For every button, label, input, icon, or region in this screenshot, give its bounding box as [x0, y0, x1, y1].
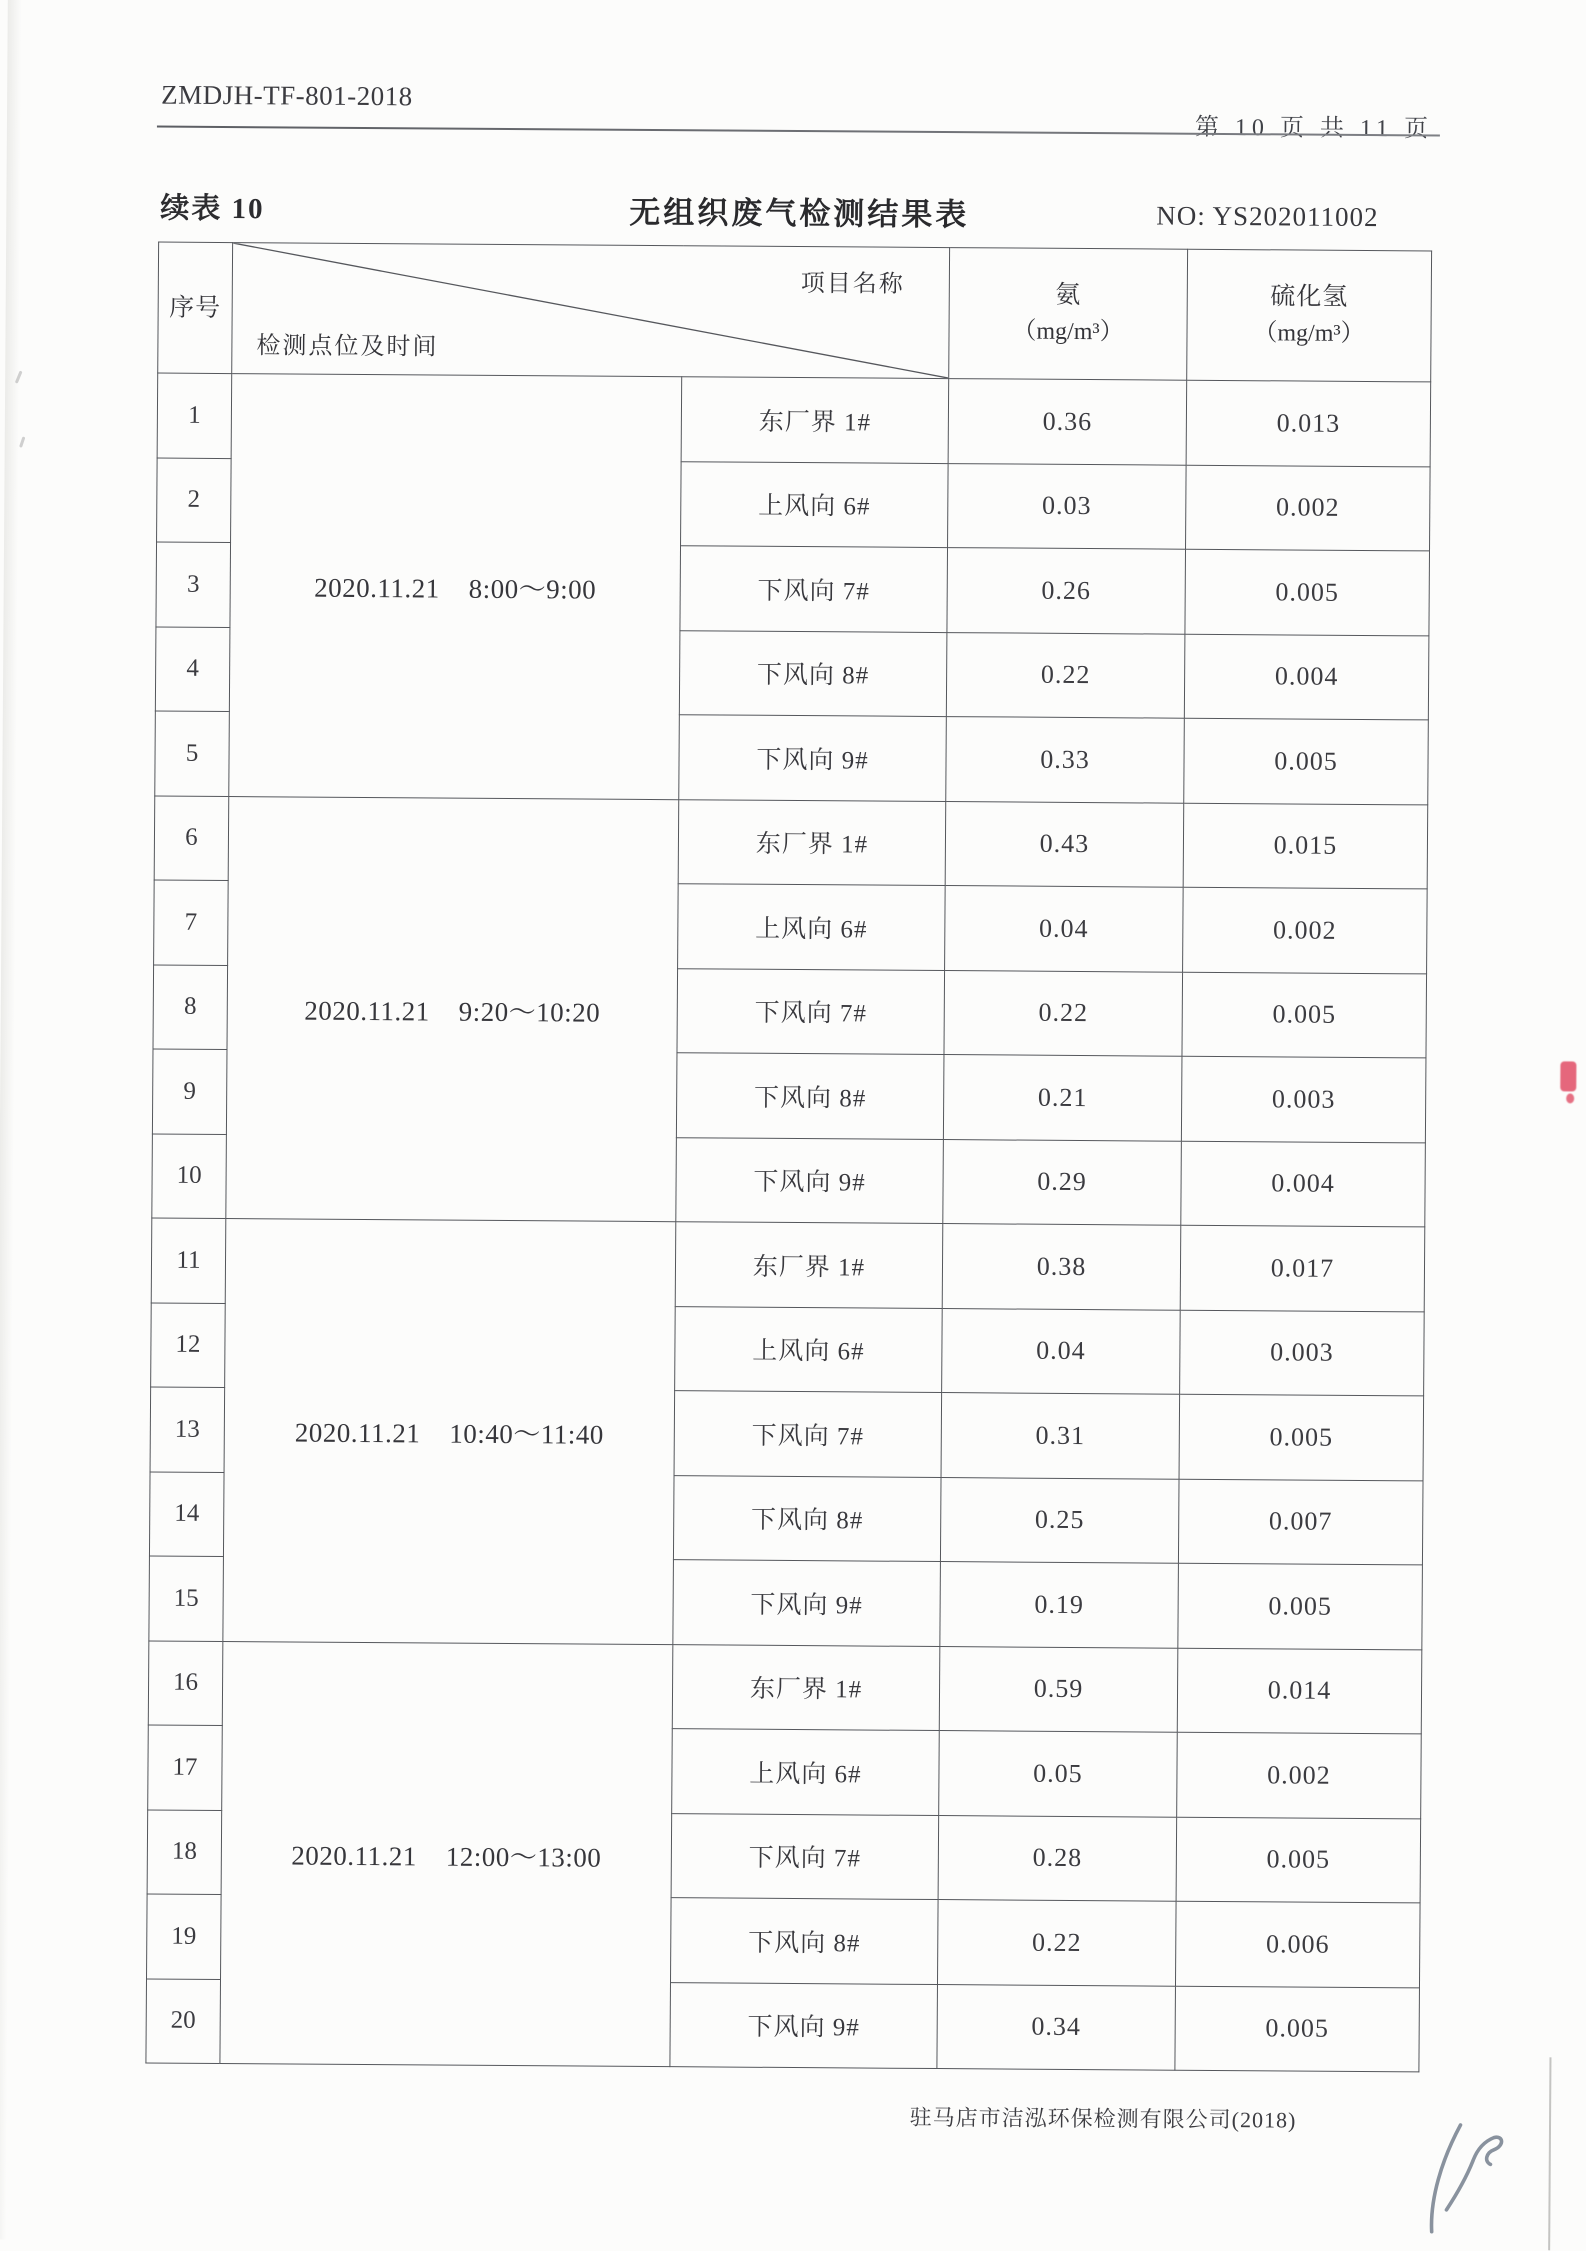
- h2s-value-cell: 0.017: [1180, 1225, 1425, 1311]
- ammonia-value-cell: 0.22: [946, 632, 1185, 718]
- location-cell: 东厂界 1#: [675, 1222, 943, 1308]
- location-cell: 下风向 8#: [679, 630, 947, 716]
- handwritten-stroke: [1429, 2123, 1461, 2234]
- h2s-value-cell: 0.003: [1180, 1310, 1425, 1396]
- location-cell: 下风向 9#: [679, 715, 947, 801]
- h2s-value-cell: 0.002: [1177, 1732, 1422, 1818]
- serial-cell: 15: [149, 1556, 224, 1641]
- h2s-value-cell: 0.005: [1175, 1986, 1420, 2072]
- serial-cell: 10: [152, 1134, 227, 1219]
- ammonia-value-cell: 0.34: [937, 1984, 1176, 2070]
- table-label: 续表 10: [160, 192, 265, 226]
- location-cell: 下风向 8#: [670, 1898, 938, 1984]
- header-ammonia: [949, 248, 1188, 381]
- table-row: [154, 796, 1428, 889]
- time-cell: 2020.11.21 9:20～10:20: [226, 796, 679, 1222]
- h2s-value-cell: 0.006: [1175, 1901, 1420, 1987]
- serial-cell: 2: [157, 458, 232, 543]
- red-mark: [1566, 1093, 1574, 1103]
- h2s-value-cell: 0.002: [1186, 465, 1431, 551]
- serial-cell: 16: [148, 1641, 223, 1726]
- ammonia-value-cell: 0.25: [940, 1477, 1179, 1563]
- h2s-value-cell: 0.005: [1184, 718, 1429, 804]
- page-edge-line: [1548, 2057, 1551, 2250]
- ammonia-value-cell: 0.59: [939, 1646, 1178, 1732]
- header-point-and-time: 检测点位及时间: [256, 333, 439, 361]
- serial-cell: 6: [154, 796, 229, 881]
- serial-cell: 5: [155, 711, 230, 796]
- doc-code: ZMDJH-TF-801-2018: [161, 79, 413, 112]
- scan-speck: [19, 436, 25, 447]
- serial-cell: 12: [151, 1303, 226, 1388]
- table-row: [157, 373, 1431, 466]
- header-h2s: [1187, 249, 1432, 382]
- ammonia-label: 氨: [1055, 281, 1082, 309]
- h2s-value-cell: 0.005: [1182, 972, 1427, 1058]
- location-cell: 下风向 7#: [671, 1813, 939, 1899]
- table-row: [148, 1641, 1422, 1734]
- ammonia-value-cell: 0.03: [948, 463, 1187, 549]
- h2s-value-cell: 0.005: [1179, 1394, 1424, 1480]
- h2s-value-cell: 0.002: [1183, 887, 1428, 973]
- table-header-row: [158, 242, 1432, 382]
- location-cell: 东厂界 1#: [678, 799, 946, 885]
- h2s-value-cell: 0.003: [1181, 1056, 1426, 1142]
- serial-cell: 8: [153, 965, 228, 1050]
- location-cell: 下风向 9#: [673, 1560, 941, 1646]
- h2s-value-cell: 0.004: [1181, 1141, 1426, 1227]
- results-table: [145, 242, 1432, 2073]
- location-cell: 上风向 6#: [681, 461, 949, 547]
- ammonia-value-cell: 0.19: [940, 1562, 1179, 1648]
- h2s-unit: （mg/m³）: [1253, 320, 1365, 347]
- location-cell: 下风向 9#: [670, 1982, 938, 2068]
- location-cell: 下风向 8#: [673, 1475, 941, 1561]
- handwritten-mark: [1415, 2111, 1518, 2249]
- location-cell: 下风向 7#: [680, 546, 948, 632]
- h2s-label: 硫化氢: [1270, 283, 1349, 311]
- ammonia-value-cell: 0.36: [948, 379, 1187, 465]
- ammonia-value-cell: 0.22: [937, 1900, 1176, 1986]
- ammonia-value-cell: 0.05: [939, 1731, 1178, 1817]
- h2s-value-cell: 0.005: [1178, 1563, 1423, 1649]
- location-cell: 下风向 7#: [677, 968, 945, 1054]
- serial-cell: 13: [150, 1387, 225, 1472]
- footer-company: 驻马店市洁泓环保检测有限公司(2018): [909, 2104, 1297, 2133]
- serial-cell: 14: [149, 1472, 224, 1557]
- time-cell: 2020.11.21 12:00～13:00: [220, 1641, 673, 2067]
- location-cell: 东厂界 1#: [672, 1644, 940, 1730]
- serial-cell: 7: [154, 880, 229, 965]
- ammonia-value-cell: 0.04: [942, 1308, 1181, 1394]
- table-row: [151, 1218, 1425, 1311]
- serial-cell: 17: [148, 1725, 223, 1810]
- ammonia-value-cell: 0.43: [945, 801, 1184, 887]
- location-cell: 上风向 6#: [675, 1306, 943, 1392]
- serial-cell: 20: [146, 1979, 221, 2064]
- location-cell: 下风向 8#: [676, 1053, 944, 1139]
- page-title: 无组织废气检测结果表: [629, 194, 970, 233]
- h2s-value-cell: 0.014: [1177, 1648, 1422, 1734]
- header-serial: 序号: [158, 242, 233, 374]
- location-cell: 上风向 6#: [678, 884, 946, 970]
- ammonia-value-cell: 0.29: [943, 1139, 1182, 1225]
- location-cell: 东厂界 1#: [681, 377, 949, 463]
- results-table-body: [146, 242, 1432, 2072]
- serial-cell: 11: [151, 1218, 226, 1303]
- serial-cell: 3: [156, 542, 231, 627]
- report-number: NO: YS202011002: [1156, 200, 1379, 233]
- red-mark: [1560, 1061, 1576, 1091]
- h2s-value-cell: 0.013: [1186, 380, 1431, 466]
- ammonia-value-cell: 0.31: [941, 1393, 1180, 1479]
- serial-cell: 18: [147, 1810, 222, 1895]
- h2s-value-cell: 0.015: [1183, 803, 1428, 889]
- handwritten-stroke: [1446, 2131, 1502, 2217]
- ammonia-unit: （mg/m³）: [1012, 318, 1124, 346]
- page-left-edge-shade: [0, 0, 22, 2240]
- page-number: 第 10 页 共 11 页: [1194, 114, 1434, 143]
- serial-cell: 1: [157, 373, 232, 458]
- h2s-value-cell: 0.005: [1185, 549, 1430, 635]
- ammonia-value-cell: 0.21: [943, 1055, 1182, 1141]
- time-cell: 2020.11.21 10:40～11:40: [223, 1219, 676, 1645]
- ammonia-value-cell: 0.38: [942, 1224, 1181, 1310]
- h2s-value-cell: 0.005: [1176, 1817, 1421, 1903]
- serial-cell: 19: [147, 1894, 222, 1979]
- header-diagonal-cell: [232, 243, 950, 379]
- ammonia-value-cell: 0.04: [945, 886, 1184, 972]
- h2s-value-cell: 0.007: [1178, 1479, 1423, 1565]
- location-cell: 下风向 7#: [674, 1391, 942, 1477]
- serial-cell: 9: [152, 1049, 227, 1134]
- h2s-value-cell: 0.004: [1184, 634, 1429, 720]
- location-cell: 下风向 9#: [676, 1137, 944, 1223]
- time-cell: 2020.11.21 8:00～9:00: [229, 374, 682, 800]
- ammonia-value-cell: 0.26: [947, 548, 1186, 634]
- location-cell: 上风向 6#: [672, 1729, 940, 1815]
- ammonia-value-cell: 0.22: [944, 970, 1183, 1056]
- ammonia-value-cell: 0.28: [938, 1815, 1177, 1901]
- serial-cell: 4: [155, 627, 230, 712]
- header-item-name: 项目名称: [800, 271, 905, 298]
- ammonia-value-cell: 0.33: [946, 717, 1185, 803]
